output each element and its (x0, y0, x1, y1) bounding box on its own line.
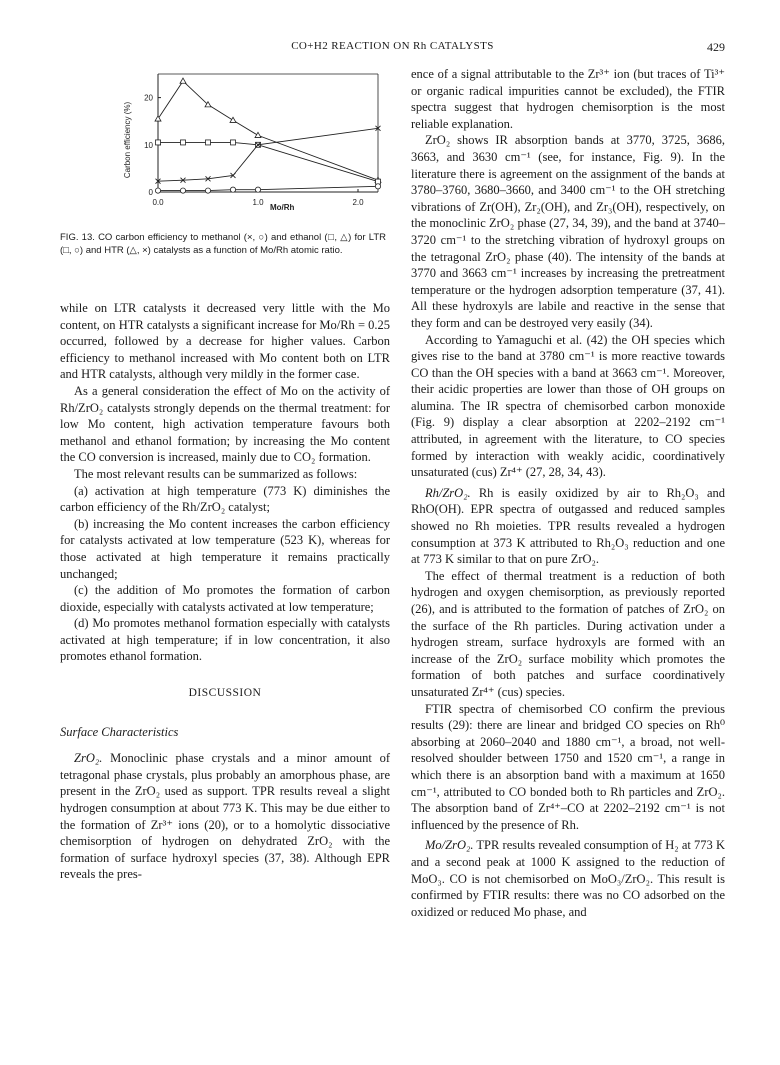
paragraph: The most relevant results can be summarized as follows: (74, 466, 358, 481)
paragraph: while on LTR catalysts it decreased very little with the Mo content, on HTR catalysts a significant increase for Mo/Rh = 0.25 occurred, followed by a decrease for higher values. Carbon efficiency to methanol increased with Mo content both on LTR and HTR catalysts, although very mildly in the former case. (60, 301, 390, 382)
data-point (231, 140, 236, 145)
figure-13 (60, 66, 390, 266)
figure-caption: FIG. 13. CO carbon efficiency to methanol (×, ○) and ethanol (□, △) for LTR (□, ○) and HTR (△, ×) catalysts as a function of Mo/Rh atomic ratio. (60, 232, 386, 256)
paragraph-text: Monoclinic phase crystals and a minor amount of tetragonal phase crystals, plus probably an amorphous phase, are present in the ZrO₂ used as support. TPR results reveal a slight hydrogen consumption at about 773 K. This may be due either to the formation of Zr³⁺ ions (20), or to a homolytic dissociative chemisorption of hydrogen on dehydrated ZrO₂ with the formation of surface hydroxyl species (37, 38). Although EPR reveals the pres- (60, 751, 390, 882)
paragraph: As a general consideration the effect of Mo on the activity of Rh/ZrO₂ catalysts strongly depends on the thermal treatment: for low Mo content, high activation temperature favours both methanol and ethanol formation; by increasing the Mo content the CO conversion is increased, mainly due to CO₂ formation. (60, 383, 390, 465)
data-point (230, 117, 236, 122)
data-point (180, 78, 186, 83)
paragraph (411, 837, 725, 920)
data-point (205, 188, 210, 193)
x-tick-label: 1.0 (252, 198, 264, 207)
data-point (206, 140, 211, 145)
series-line (158, 186, 378, 190)
list-item: (b) increasing the Mo content increases the carbon efficiency for catalysts activated at low temperature (523 K), whereas for those activated at high temperature it remains practically unchanged; (60, 516, 390, 581)
y-axis-label: Carbon efficiency (%) (123, 101, 132, 179)
paragraph: The effect of thermal treatment is a reduction of both hydrogen and oxygen chemisorption, as previously reported (26), and is attributed to the formation of patches of ZrO₂ on the surface of the Rh particles. During activation under a hydrogen stream, surface hydroxyls are formed with an increase of the ZrO₂ surface mobility which promotes the formation of both patches and surface coordinatively unsaturated Zr⁴⁺ (cus) species. (411, 568, 725, 699)
data-point (255, 132, 261, 137)
runin-heading: ZrO₂. (74, 751, 103, 766)
list-item: (d) Mo promotes methanol formation especially with catalysts activated at high temperature; if in low concentration, it also promotes ethanol formation. (60, 616, 390, 664)
series-square (156, 140, 381, 184)
series-line (158, 81, 378, 180)
x-tick-label: 2.0 (352, 198, 364, 207)
data-point (155, 188, 160, 193)
series-triangle (155, 78, 381, 182)
runin-heading: Rh/ZrO₂. (425, 485, 471, 500)
data-point (155, 116, 161, 121)
running-title: CO+H2 REACTION ON Rh CATALYSTS (291, 40, 494, 52)
running-header (60, 40, 725, 56)
left-column (60, 300, 390, 883)
data-point (255, 187, 260, 192)
series-line (158, 142, 378, 181)
subsection-heading: Surface Characteristics (60, 724, 179, 739)
data-point (181, 140, 186, 145)
section-heading: DISCUSSION (188, 687, 262, 700)
list-item: (a) activation at high temperature (773 K) diminishes the carbon efficiency of the Rh/ZrO₂ catalyst; (60, 483, 390, 515)
paragraph (411, 485, 725, 568)
x-tick-label: 0.0 (152, 198, 164, 207)
y-tick-label: 20 (144, 93, 153, 103)
paragraph-text: Rh is easily oxidized by air to Rh₂O₃ and RhO(OH). EPR spectra of outgassed and reduced samples showed no Rh moieties. TPR results revealed a hydrogen consumption at 373 K attributed to Rh₂O₃ reduction and one at 773 K similar to that on pure ZrO₂. (411, 485, 725, 567)
series-line (158, 128, 378, 181)
data-point (180, 188, 185, 193)
data-point (230, 187, 235, 192)
paragraph-text: TPR results revealed consumption of H₂ at 773 K and a second peak at 1000 K assigned to the reduction of MoO₃. CO is not chemisorbed on MoO₃/ZrO₂. This result is confirmed by FTIR results: there was no CO adsorbed on the oxidized or reduced Mo phase, and (411, 838, 725, 919)
data-point (156, 140, 161, 145)
runin-heading: Mo/ZrO₂. (425, 838, 474, 853)
data-point (375, 184, 380, 189)
paragraph: ZrO₂ shows IR absorption bands at 3770, 3725, 3686, 3663, and 3630 cm⁻¹ (see, for instance, Fig. 9). In the literature there is agreement on the assignment of the bands at 3780–3760, 3680–3660, and 3400 cm⁻¹ to the OH stretching vibrations of Zr(OH), Zr₂(OH), and Zr₃(OH), respectively, on the monoclinic ZrO₂ phase (27, 34, 39), and the band at 3740–3720 cm⁻¹ to the stretching vibration of hydroxyl groups on the tetragonal ZrO₂ phase (40). The intensity of the bands at 3770 and 3663 cm⁻¹ increases by increasing the pretreatment temperature or the hydrogen adsorption temperature (37, 41). All these hydroxyls are labile and reactive in the sense that they form and can be destroyed very easily (34). (411, 133, 725, 330)
series-cross (156, 126, 381, 184)
paragraph: ence of a signal attributable to the Zr³⁺ ion (but traces of Ti³⁺ or organic radical impurities cannot be excluded), the FTIR spectra suggest that hydrogen chemisorption is the most reliable explanation. (411, 67, 725, 131)
y-tick-label: 10 (144, 140, 153, 150)
list-item: (c) the addition of Mo promotes the formation of carbon dioxide, especially with catalysts activated at low temperature; (60, 583, 390, 614)
paragraph: According to Yamaguchi et al. (42) the OH species which gives rise to the band at 3780 cm⁻¹ is more reactive towards CO than the OH species with a band at 3663 cm⁻¹. Moreover, their acidic properties are lower than those of OH groups on alumina. The IR spectra of chemisorbed carbon monoxide (Fig. 9) display a clear absorption at 2202–2192 cm⁻¹ attributed, in agreement with the literature, to CO species formed by interaction with weakly acidic, coordinatively unsaturated (cus) Zr⁴⁺ (27, 28, 34, 43). (411, 332, 725, 480)
page-number: 429 (707, 40, 725, 54)
paragraph: FTIR spectra of chemisorbed CO confirm the previous results (29): there are linear and bridged CO species on Rh⁰ absorbing at 2060–2040 and 1880 cm⁻¹, a broad, not well-resolved shoulder between 1750 and 1520 cm⁻¹, a range in which there is an absorption band with a maximum at 1650 cm⁻¹, attributed to CO bonded both to Rh particles and ZrO₂. The absorption band of Zr⁴⁺–CO at 2202–2192 cm⁻¹ is not influenced by the presence of Rh. (411, 701, 725, 832)
chart (60, 66, 390, 236)
y-tick-label: 0 (148, 188, 153, 197)
x-axis-label: Mo/Rh (270, 203, 295, 212)
paragraph (60, 750, 390, 883)
right-column (411, 66, 725, 920)
